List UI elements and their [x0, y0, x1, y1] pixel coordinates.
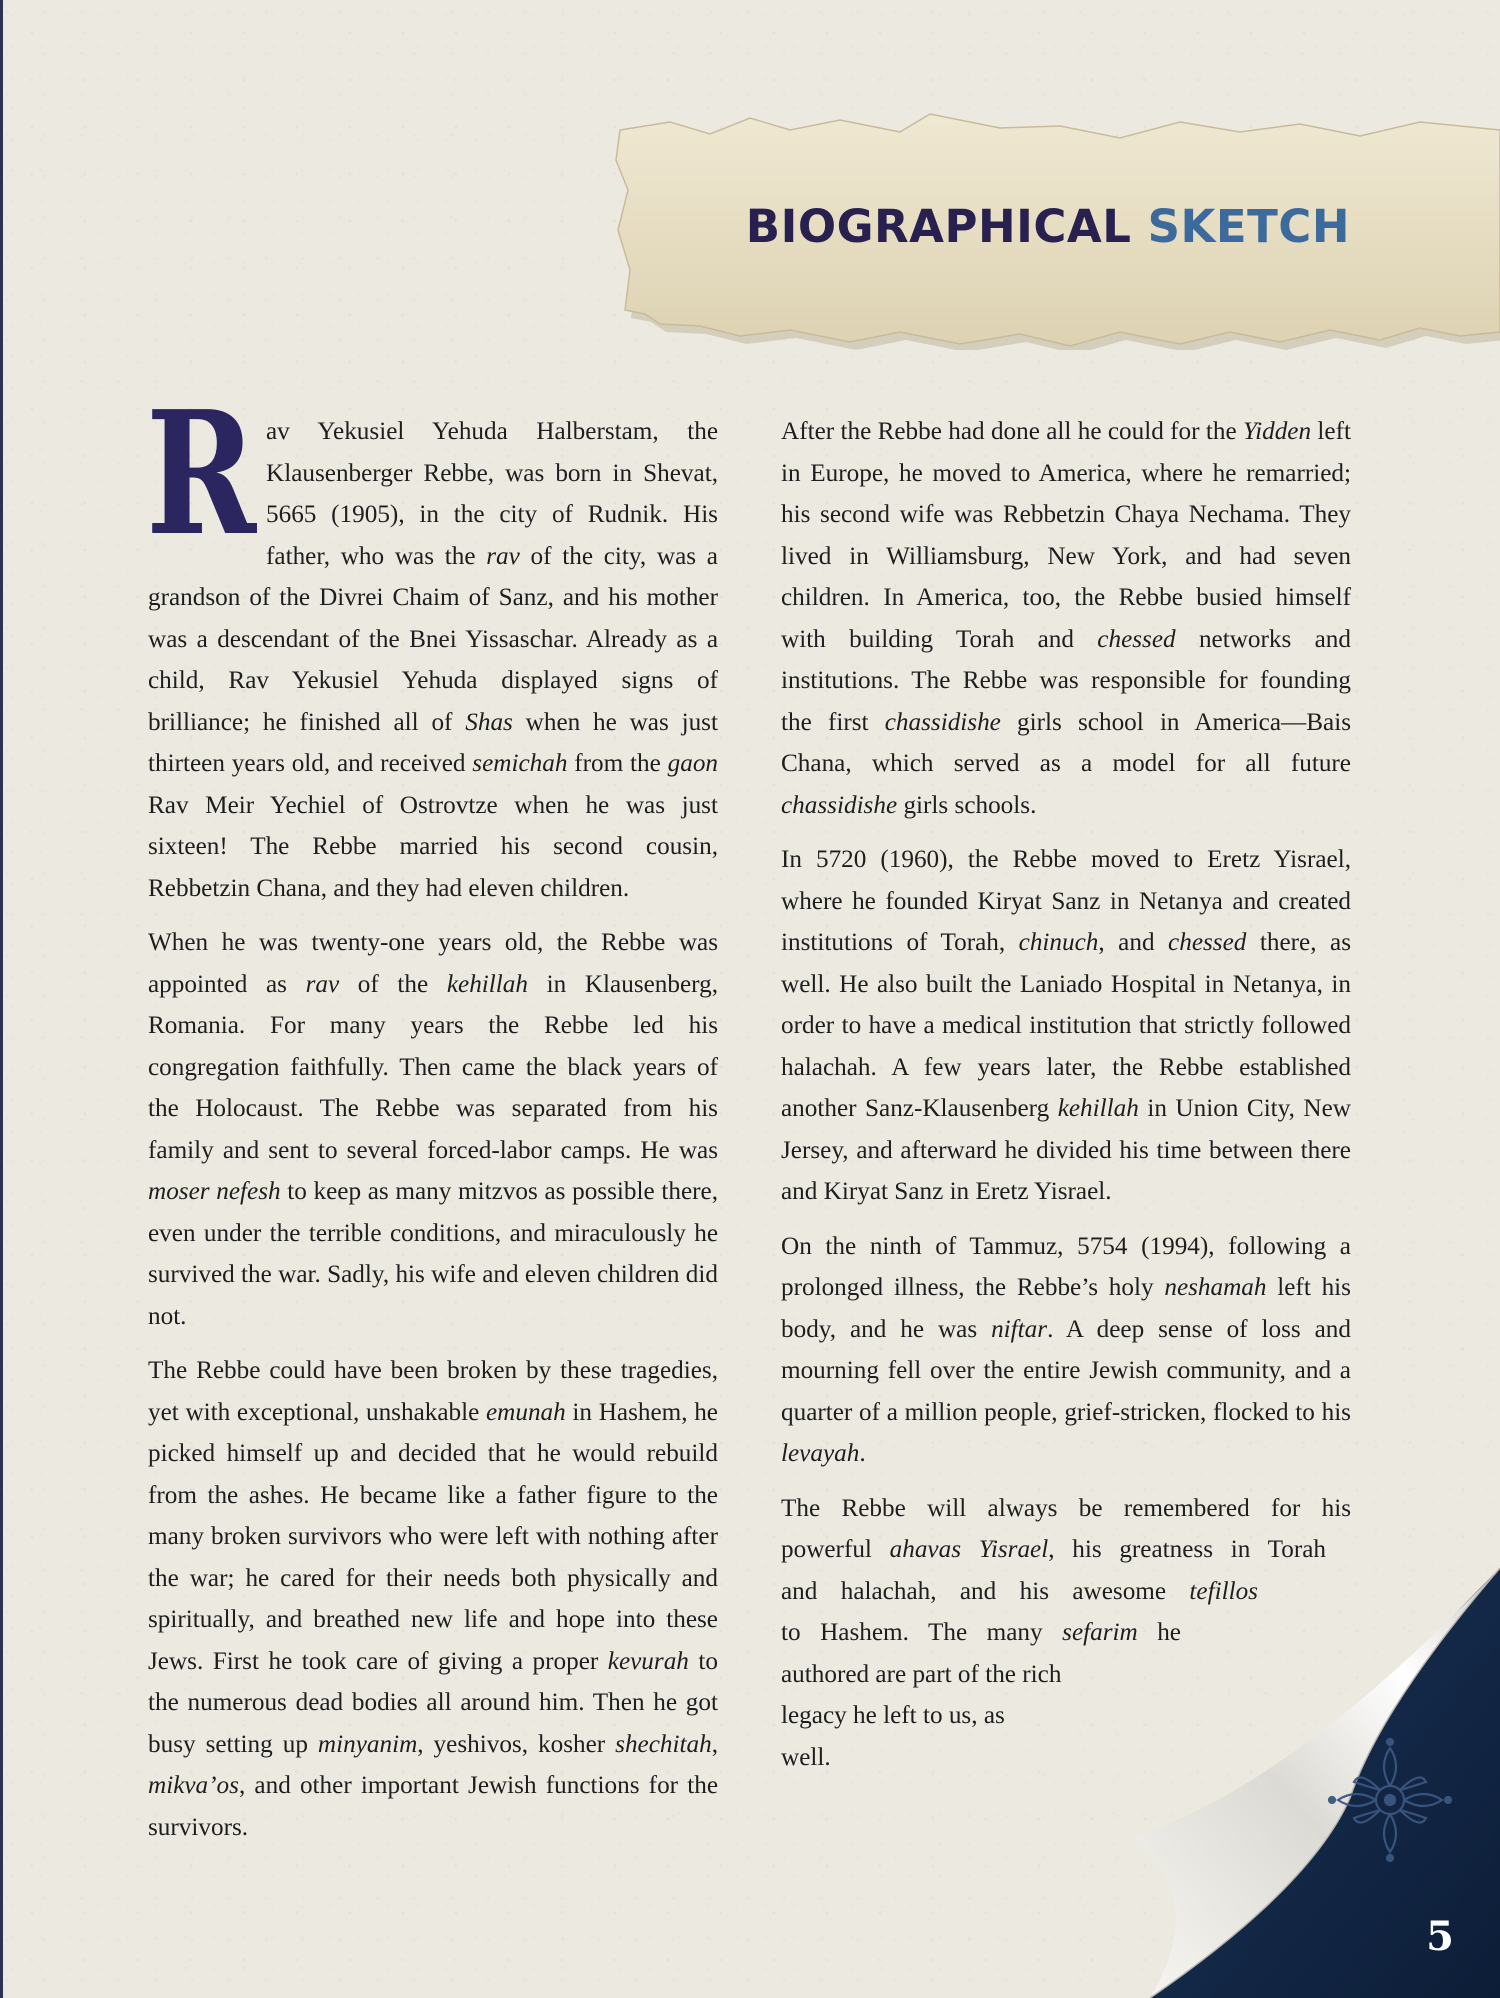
text-run: , and [1098, 929, 1169, 956]
text-run: The Rebbe will always be remembered for his [781, 1494, 1351, 1522]
text-run: to the numerous dead bodies all around him. Then he got busy setting up [148, 1647, 718, 1758]
left-edge-stripe [0, 0, 3, 1998]
title-word-sketch: SKETCH [1147, 200, 1350, 253]
text-run: , his greatness in Torah [1048, 1536, 1326, 1563]
text-line [781, 1695, 1041, 1737]
text-line [781, 1737, 981, 1779]
paragraph-2 [148, 922, 718, 1337]
italic-term: levayah [781, 1440, 860, 1467]
italic-term: chessed [1168, 929, 1247, 956]
text-run: The Rebbe could have been broken by these tragedies, yet with exceptional, unshakable [148, 1357, 718, 1426]
text-run: well. [781, 1743, 831, 1771]
italic-term: neshamah [1164, 1274, 1267, 1301]
italic-term: kehillah [446, 970, 528, 998]
text-run: to Hashem. The many [781, 1619, 1063, 1646]
text-run: left his body, and he was [781, 1274, 1351, 1343]
text-run: powerful [781, 1536, 890, 1563]
italic-term: chassidishe [884, 708, 1001, 736]
italic-term: semichah [472, 750, 568, 777]
italic-term: Yidden [1242, 418, 1312, 445]
italic-term: emunah [485, 1398, 566, 1426]
text-run: , [711, 1730, 718, 1758]
italic-term: niftar [991, 1315, 1048, 1343]
text-run: . [859, 1440, 866, 1467]
italic-term: tefillos [1189, 1577, 1258, 1605]
italic-term: ahavas Yisrael [889, 1536, 1049, 1563]
italic-term: Shas [465, 708, 513, 736]
text-run: girls school in America—Bais Chana, which served as a model for all future [781, 708, 1351, 777]
italic-term: mikva’os [148, 1772, 239, 1799]
paragraph-5 [781, 839, 1351, 1213]
title-word-biographical: BIOGRAPHICAL [745, 200, 1132, 253]
italic-term: chassidishe [781, 791, 898, 819]
text-run: av Yekusiel Yehuda Halberstam, the Klausenberger Rebbe, was born in Shevat, 5665 (1905), in the city of Rudnik. His father, who was the [266, 418, 718, 570]
paragraph-3 [148, 1350, 718, 1848]
text-run: On the ninth of Tammuz, 5754 (1994), following a prolonged illness, the Rebbe’s holy [781, 1232, 1351, 1301]
text-run: in Klausenberg, Romania. For many years the Rebbe led his congregation faithfully. Then came the black years of the Holocaust. The Rebbe was separated from his family and sent to several forced-labor camps. He was [148, 970, 718, 1164]
italic-term: chessed [1097, 625, 1176, 653]
text-run: and halachah, and his awesome [781, 1577, 1190, 1605]
drop-cap: R [146, 374, 257, 574]
page-number: 5 [1426, 1913, 1454, 1960]
text-run: in Hashem, he picked himself up and decided that he would rebuild from the ashes. He became like a father figure to the many broken survivors who were left with nothing after the war; he cared for their needs both physically and spiritually, and breathed new life and hope into these Jews. First he took care of giving a proper [148, 1398, 718, 1675]
text-run: , yeshivos, kosher [417, 1730, 616, 1758]
text-run: of the city, was a grandson of the Divrei Chaim of Sanz, and his mother was a descendant of the Bnei Yissaschar. Already as a child, Rav Yekusiel Yehuda displayed signs of brilliance; he finished all of [148, 542, 718, 736]
paragraph-4 [781, 411, 1351, 826]
text-run: In 5720 (1960), the Rebbe moved to Eretz Yisrael, where he founded Kiryat Sanz in Netanya and created institutions of Torah, [781, 846, 1351, 956]
paragraph-6 [781, 1226, 1351, 1475]
left-column [146, 374, 718, 1861]
text-run: he [1137, 1619, 1181, 1646]
text-run: when he was just thirteen years old, and received [148, 708, 718, 777]
text-run: of the [339, 970, 447, 998]
italic-term: chinuch [1018, 929, 1099, 956]
text-run: girls schools. [897, 791, 1037, 819]
text-run: legacy he left to us, as [781, 1702, 1005, 1729]
text-run: Rav Meir Yechiel of Ostrovtze when he was just sixteen! The Rebbe married his second cousin, Rebbetzin Chana, and they had eleven children. [148, 791, 718, 902]
italic-term: kehillah [1057, 1095, 1139, 1122]
italic-term: shechitah [615, 1730, 712, 1758]
text-run: to keep as many mitzvos as possible there, even under the terrible conditions, and miraculously he survived the war. Sadly, his wife and eleven children did not. [148, 1178, 718, 1330]
text-run: When he was twenty-one years old, the Rebbe was appointed as [148, 929, 718, 998]
text-run: left in Europe, he moved to America, where he remarried; his second wife was Rebbetzin Chaya Nechama. They lived in Williamsburg, New York, and had seven children. In America, too, the Rebbe busied himself with building Torah and [781, 418, 1351, 653]
italic-term: rav [305, 970, 340, 998]
text-run: . A deep sense of loss and mourning fell over the entire Jewish community, and a quarter of a million people, grief-stricken, flocked to his [781, 1315, 1351, 1426]
text-run: networks and institutions. The Rebbe was responsible for founding the first [781, 625, 1351, 736]
italic-term: sefarim [1062, 1619, 1138, 1646]
text-run: from the [567, 750, 668, 777]
italic-term: minyanim [317, 1730, 418, 1758]
italic-term: rav [486, 542, 520, 570]
text-run: authored are part of the rich [781, 1660, 1062, 1688]
text-run: , and other important Jewish functions for the survivors. [148, 1772, 718, 1841]
italic-term: kevurah [607, 1647, 689, 1675]
page-title [746, 200, 1350, 253]
italic-term: moser nefesh [148, 1178, 281, 1205]
italic-term: gaon [667, 750, 718, 777]
text-run: After the Rebbe had done all he could for the [781, 418, 1243, 445]
text-line [781, 1488, 1351, 1530]
paragraph-1 [146, 374, 718, 909]
text-run: there, as well. He also built the Laniado Hospital in Netanya, in order to have a medical institution that strictly followed halachah. A few years later, the Rebbe established another Sanz-Klausenberg [781, 929, 1351, 1122]
text-run: in Union City, New Jersey, and afterward he divided his time between there and Kiryat Sanz in Eretz Yisrael. [781, 1095, 1351, 1205]
